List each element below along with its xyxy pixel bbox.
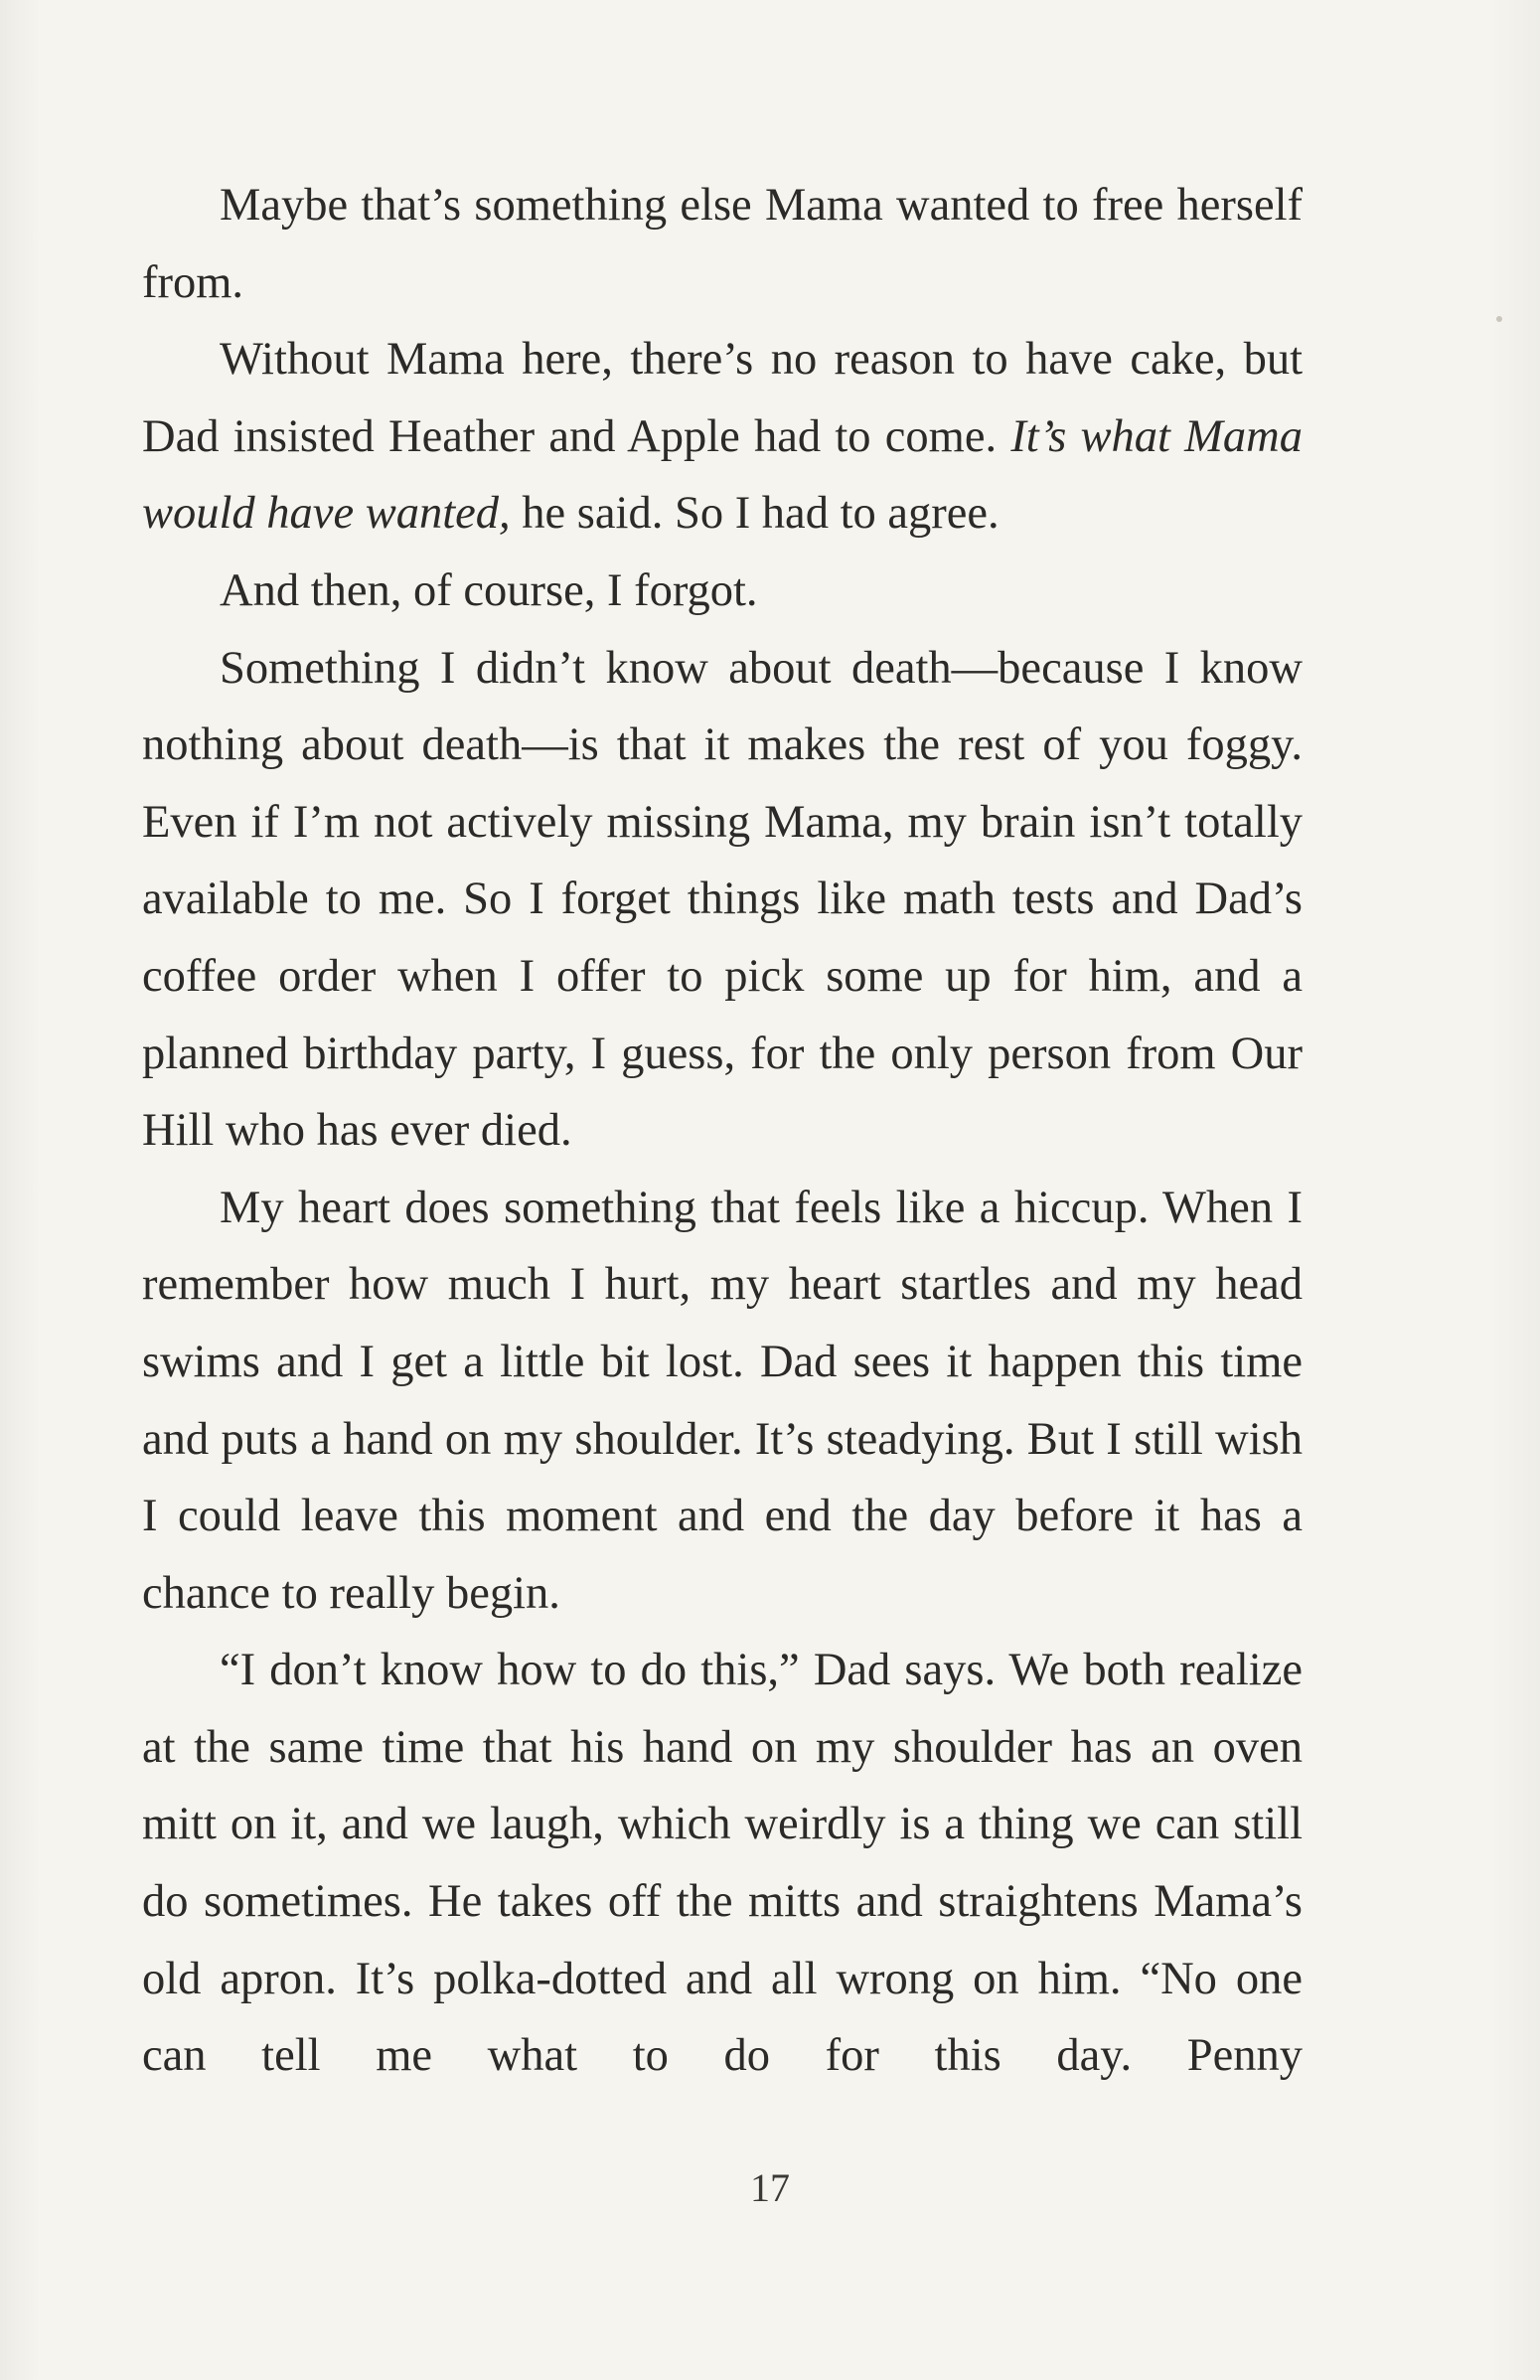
text-span: Without Mama here, there’s no reason to have cake, but Dad insisted Heather and Apple had to come.: [142, 334, 1303, 462]
paragraph: [142, 167, 1303, 321]
paper-speck: [1496, 316, 1502, 322]
page-number: 17: [750, 2165, 790, 2210]
text-span: “I don’t know how to do this,” Dad says. We both realize at the same time that his hand on my shoulder has an oven mitt on it, and we laugh, which weirdly is a thing we can still do sometimes. He takes off the mitts and straightens Mama’s old apron. It’s polka-dotted and all wrong on him. “No one can tell me what to do for this day. Penny: [142, 1645, 1303, 2082]
italic-text-span: It’s what Mama would have wanted,: [142, 410, 1303, 540]
paragraph: [142, 630, 1303, 1170]
body-text: [142, 167, 1303, 2095]
text-span: My heart does something that feels like a hiccup. When I remember how much I hurt, my heart startles and my head swims and I get a little bit lost. Dad sees it happen this time and puts a hand on my shoulder. It’s steadying. But I still wish I could leave this moment and end the day before it has a chance to really begin.: [142, 1182, 1303, 1619]
paragraph: [142, 321, 1303, 553]
paragraph: [142, 553, 1303, 630]
paragraph: [142, 1170, 1303, 1633]
text-span: he said. So I had to agree.: [510, 488, 1000, 540]
paragraph: [142, 1632, 1303, 2095]
text-span: And then, of course, I forgot.: [220, 564, 758, 616]
text-span: Maybe that’s something else Mama wanted to free herself from.: [142, 180, 1303, 308]
text-span: Something I didn’t know about death—because I know nothing about death—is that it makes the rest of you foggy. Even if I’m not actively missing Mama, my brain isn’t totally available to me. So I forget things like math tests and Dad’s coffee order when I offer to pick some up for him, and a planned birthday party, I guess, for the only person from Our Hill who has ever died.: [142, 642, 1303, 1157]
